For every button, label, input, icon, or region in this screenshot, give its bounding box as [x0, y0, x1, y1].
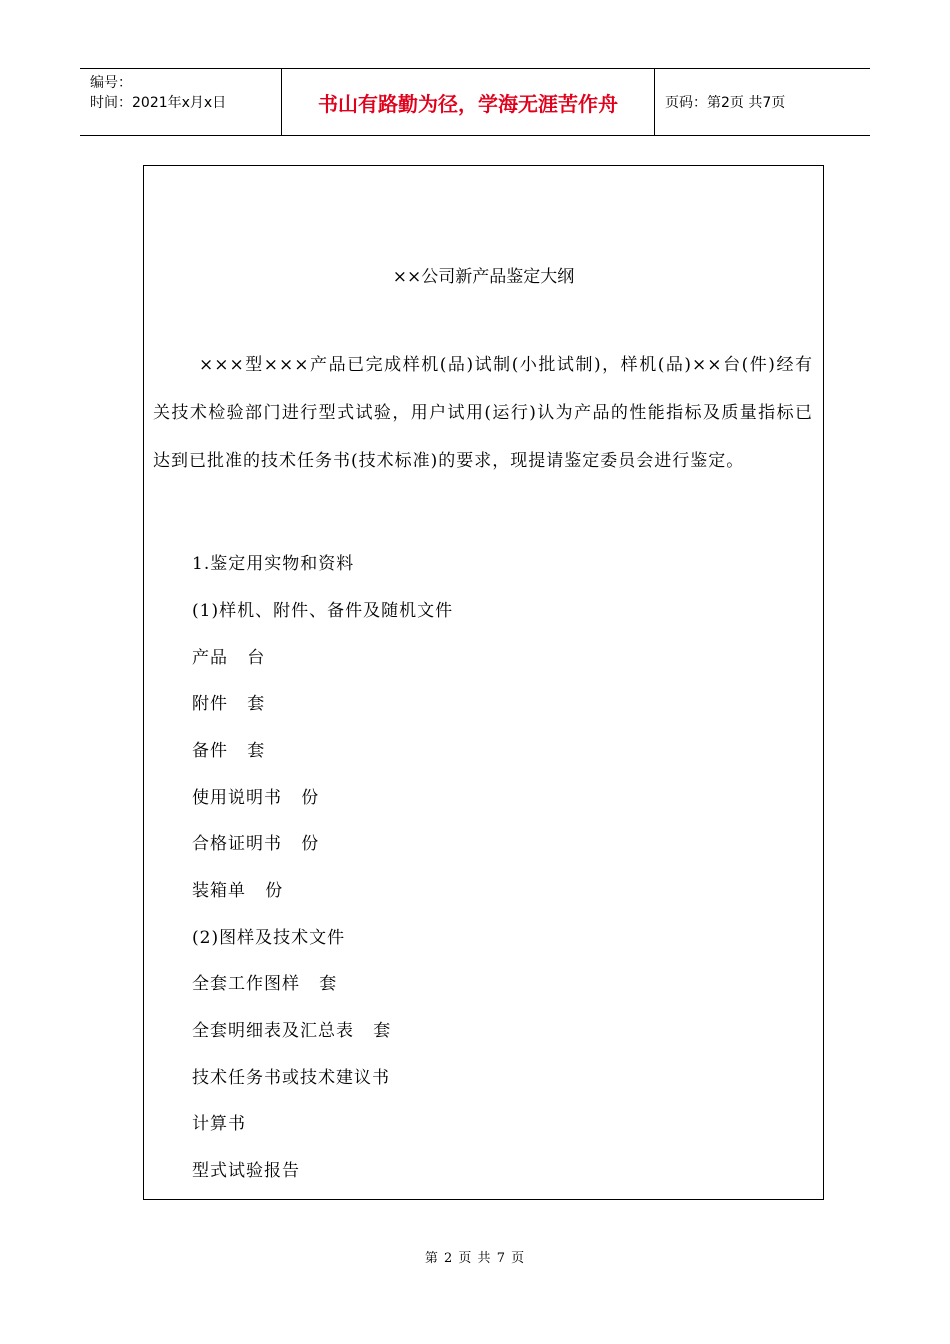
page-footer: 第 2 页 共 7 页 [424, 1251, 526, 1266]
date-label: 时间：2021年x月x日 [90, 95, 227, 111]
page-header [80, 68, 870, 136]
list-item: 备件 套 [192, 741, 266, 761]
header-meta [80, 69, 282, 135]
document-box [143, 165, 824, 1200]
list-item: 全套工作图样 套 [192, 974, 338, 994]
subsection-heading: (1)样机、附件、备件及随机文件 [192, 601, 454, 621]
document-title: ××公司新产品鉴定大纲 [392, 267, 575, 287]
number-label: 编号： [90, 75, 132, 91]
list-item: 产品 台 [192, 648, 266, 668]
list-item: 使用说明书 份 [192, 788, 320, 808]
intro-paragraph: ×××型×××产品已完成样机(品)试制(小批试制)，样机(品)××台(件)经有关技术检验部门进行型式试验，用户试用(运行)认为产品的性能指标及质量指标已达到已批准的技术任务书(技术标准)的要求，现提请鉴定委员会进行鉴定。 [153, 355, 813, 471]
subsection-heading: (2)图样及技术文件 [192, 928, 346, 948]
list-item: 合格证明书 份 [192, 834, 320, 854]
list-item: 计算书 [192, 1114, 246, 1134]
list-item: 型式试验报告 [192, 1161, 300, 1181]
list-item: 技术任务书或技术建议书 [192, 1068, 390, 1088]
header-page-info: 页码：第2页 共7页 [665, 95, 786, 111]
list-item: 装箱单 份 [192, 881, 284, 901]
header-motto: 书山有路勤为径，学海无涯苦作舟 [282, 69, 655, 135]
list-item: 全套明细表及汇总表 套 [192, 1021, 392, 1041]
list-item: 附件 套 [192, 694, 266, 714]
section-heading: 1.鉴定用实物和资料 [192, 554, 355, 574]
